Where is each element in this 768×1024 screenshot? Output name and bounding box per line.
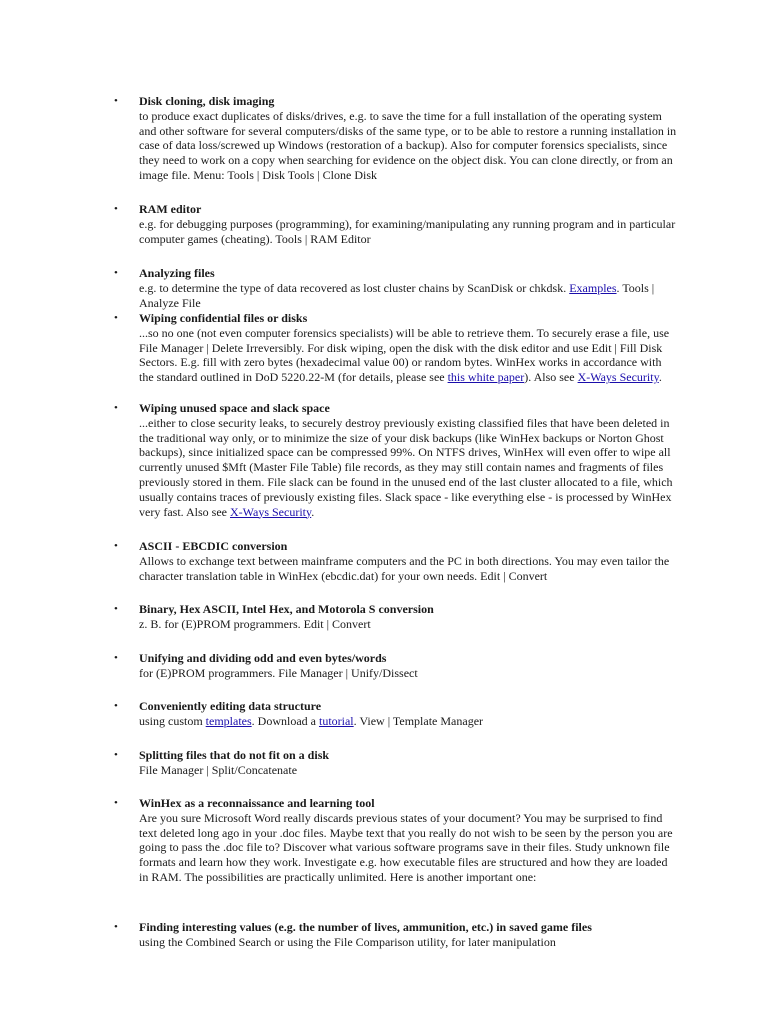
bullet: • — [114, 540, 118, 552]
bullet: • — [114, 652, 118, 664]
list-item — [114, 539, 679, 583]
item-title: Wiping confidential files or disks — [139, 311, 308, 325]
x-ways-security-link[interactable]: X-Ways Security — [229, 504, 312, 519]
bullet: • — [114, 797, 118, 809]
bullet: • — [114, 312, 118, 324]
list-item — [114, 94, 679, 183]
item-body: File Manager | Split/Concatenate — [139, 762, 298, 777]
bullet: • — [114, 95, 118, 107]
item-body: e.g. to determine the type of data recovered as lost cluster chains by ScanDisk or chkdsk. Examples. Tools | Analyze File — [139, 280, 655, 310]
item-body: for (E)PROM programmers. File Manager | Unify/Dissect — [139, 665, 418, 680]
item-body: using custom templates. Download a tutorial. View | Template Manager — [139, 713, 484, 728]
item-body: using the Combined Search or using the File Comparison utility, for later manipulation — [139, 934, 556, 949]
item-title: Conveniently editing data structure — [139, 699, 322, 713]
item-title: Analyzing files — [139, 266, 215, 280]
list-item — [114, 699, 679, 729]
bullet: • — [114, 749, 118, 761]
x-ways-security-link[interactable]: X-Ways Security — [577, 370, 659, 385]
examples-link[interactable]: Examples — [569, 280, 617, 295]
bullet: • — [114, 203, 118, 215]
list-item — [114, 920, 679, 950]
list-item — [114, 748, 679, 778]
bullet: • — [114, 921, 118, 933]
item-body: z. B. for (E)PROM programmers. Edit | Convert — [139, 616, 371, 631]
bullet: • — [114, 700, 118, 712]
item-body: Are you sure Microsoft Word really discards previous states of your document? You may be surprised to find text deleted long ago in your .doc files. Maybe text that you really do not wish to be seen by the person you are going to pass the .doc file to? Discover what various software programs save in their files. Study unknown file formats and learn how they work. Investigate e.g. how executable files are structured and how they are loaded in RAM. The possibilities are practically unlimited. Here is another important one: — [139, 810, 673, 884]
list-item — [114, 401, 679, 519]
list-item — [114, 311, 679, 385]
list-item — [114, 202, 679, 246]
templates-link[interactable]: templates — [205, 713, 252, 728]
list-item — [114, 651, 679, 681]
item-title: Disk cloning, disk imaging — [139, 94, 275, 108]
list-item — [114, 266, 679, 310]
item-title: Wiping unused space and slack space — [139, 401, 330, 415]
bullet: • — [114, 267, 118, 279]
white-paper-link[interactable]: this white paper — [447, 370, 525, 385]
item-body: ...so no one (not even computer forensics specialists) will be able to retrieve them. To securely erase a file, use File Manager | Delete Irreversibly. For disk wiping, open the disk with the disk editor and use Edit | Fill Disk Sectors. E.g. fill with zero bytes (hexadecimal value 00) or random bytes. WinHex works in accordance with the standard outlined in DoD 5220.22-M (for details, please see this white paper). Also see X-Ways Security. — [139, 325, 670, 385]
item-body: ...either to close security leaks, to securely destroy previously existing classified files that have been deleted in the traditional way only, or to minimize the size of your disk backups (like WinHex backups or Norton Ghost backups), since initialized space can be compressed 99%. On NTFS drives, WinHex will even offer to wipe all currently unused $Mft (Master File Table) file records, as they may still contain names and fragments of files previously stored in them. File slack can be found in the unused end of the last cluster allocated to a file, which usually contains traces of previously existing files. Slack space - like everything else - is processed by WinHex very fast. Also see X-Ways Security. — [139, 415, 673, 519]
item-body: to produce exact duplicates of disks/drives, e.g. to save the time for a full installation of the operating system and other software for several computers/disks of the same type, or to be able to restore a running installation in case of data loss/screwed up Windows (restoration of a backup). Also for computer forensics specialists, since they need to work on a copy when searching for evidence on the object disk. You can clone directly, or from an image file. Menu: Tools | Disk Tools | Clone Disk — [139, 108, 677, 182]
item-title: Splitting files that do not fit on a disk — [139, 748, 330, 762]
list-item — [114, 602, 679, 632]
bullet: • — [114, 603, 118, 615]
item-title: ASCII - EBCDIC conversion — [139, 539, 288, 553]
list-item — [114, 796, 679, 885]
tutorial-link[interactable]: tutorial — [318, 713, 354, 728]
bullet: • — [114, 402, 118, 414]
item-title: Binary, Hex ASCII, Intel Hex, and Motorola S conversion — [139, 602, 434, 616]
item-body: Allows to exchange text between mainframe computers and the PC in both directions. You may even tailor the character translation table in WinHex (ebcdic.dat) for your own needs. Edit | Convert — [139, 553, 670, 583]
item-title: WinHex as a reconnaissance and learning tool — [139, 796, 375, 810]
item-title: Unifying and dividing odd and even bytes/words — [139, 651, 387, 665]
item-body: e.g. for debugging purposes (programming), for examining/manipulating any running program and in particular computer games (cheating). Tools | RAM Editor — [139, 216, 676, 246]
item-title: RAM editor — [139, 202, 202, 216]
item-title: Finding interesting values (e.g. the number of lives, ammunition, etc.) in saved game files — [139, 920, 592, 934]
